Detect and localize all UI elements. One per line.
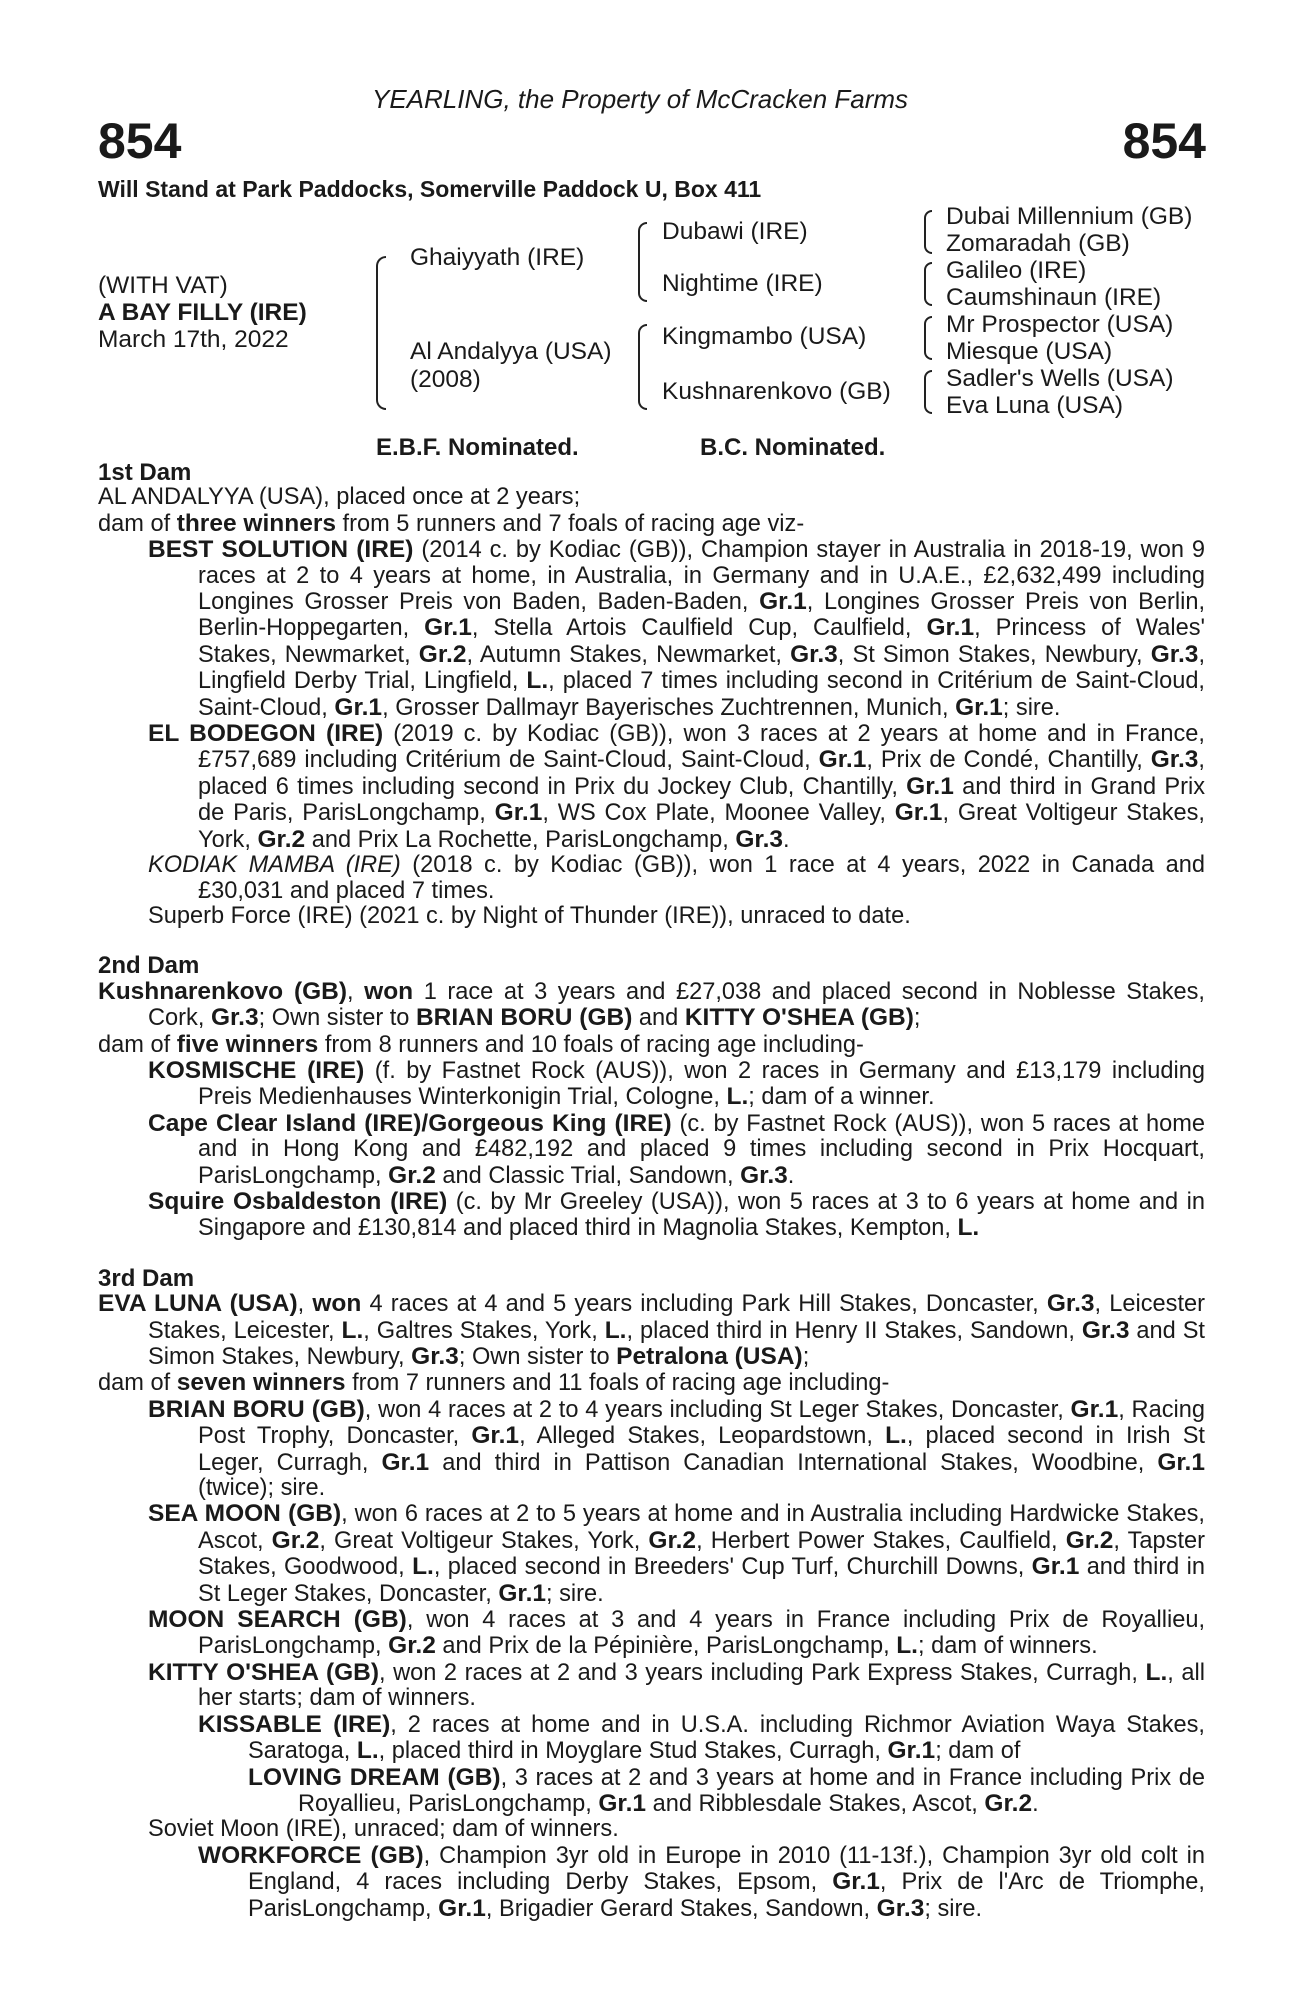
text-run: , placed second in Breeders' Cup Turf, Churchill Downs,: [433, 1554, 1032, 1581]
brace-g3-2: [924, 262, 932, 306]
text-run: Gr.1: [424, 614, 472, 642]
brace-sire: [638, 222, 647, 302]
g3-galileo: Galileo (IRE): [946, 257, 1087, 284]
text-run: Gr.1: [818, 746, 867, 774]
text-run: ; dam of a winner.: [748, 1084, 935, 1111]
progeny-entry: [98, 1397, 1205, 1502]
page-header-title: YEARLING, the Property of McCracken Farms: [372, 84, 909, 114]
text-run: , Princess of Wales' Stakes, Newmarket,: [198, 615, 1206, 668]
g3-eva-luna: Eva Luna (USA): [946, 392, 1124, 419]
text-run: Gr.1: [1031, 1553, 1080, 1581]
text-run: , Lingfield Derby Trial, Lingfield,: [198, 641, 1205, 695]
text-run: won: [364, 977, 414, 1005]
progeny-entry: Soviet Moon (IRE), unraced; dam of winners.: [148, 1816, 619, 1843]
text-run: (twice); sire.: [198, 1475, 326, 1502]
text-run: Gr.2: [648, 1526, 697, 1554]
first-dam-produce-summary: dam of three winners from 5 runners and 7 foals of racing age viz-: [98, 509, 805, 537]
text-run: Gr.2: [271, 1526, 320, 1554]
text-run: L.: [896, 1632, 918, 1660]
progeny-entry: [98, 1765, 1205, 1818]
g3-dubai-millennium: Dubai Millennium (GB): [946, 203, 1193, 230]
text-run: Gr.2: [257, 825, 306, 853]
progeny-entry: [98, 1843, 1205, 1922]
text-run: 1 race at 3 years and £27,038 and placed second in Noblesse Stakes, Cork,: [148, 978, 1205, 1032]
progeny-entry: KODIAK MAMBA (IRE) (2018 c. by Kodiac (GB)), won 1 race at 4 years, 2022 in Canada and £30,031 and placed 7 times.: [148, 852, 1205, 904]
text-run: Cape Clear Island (IRE)/Gorgeous King (IRE): [148, 1109, 672, 1137]
text-run: Gr.1: [494, 799, 543, 827]
text-run: , won 6 races at 2 to 5 years at home and in Australia including Hardwicke Stakes, Ascot,: [198, 1501, 1205, 1554]
progeny-entry: [98, 1058, 1205, 1111]
text-run: MOON SEARCH (GB): [148, 1606, 407, 1634]
text-run: (f. by Fastnet Rock (AUS)), won 2 races in Germany and £13,179 including Preis Medienhauses Winterkonigin Trial, Cologne,: [198, 1057, 1206, 1111]
text-run: BRIAN BORU (GB): [415, 1004, 633, 1032]
progeny-entry: [98, 721, 1205, 853]
text-run: Gr.3: [735, 825, 784, 853]
text-run: Gr.2: [1065, 1526, 1114, 1554]
text-run: L.: [412, 1553, 434, 1581]
text-run: , won 4 races at 2 to 4 years including St Leger Stakes, Doncaster,: [364, 1396, 1071, 1423]
text-run: Gr.1: [759, 588, 807, 616]
text-run: Gr.1: [334, 693, 383, 721]
text-run: seven winners: [176, 1369, 346, 1397]
text-run: Gr.3: [1150, 746, 1199, 774]
text-run: , Great Voltigeur Stakes, York,: [198, 800, 1205, 853]
text-run: L.: [604, 1316, 627, 1344]
text-run: Gr.3: [210, 1004, 259, 1032]
text-run: Gr.1: [1070, 1395, 1119, 1423]
text-run: Petralona (USA): [616, 1343, 803, 1370]
progeny-entry: [98, 1712, 1205, 1765]
text-run: , Grosser Dallmayr Bayerisches Zuchtrennen, Munich,: [382, 694, 956, 721]
text-run: (2019 c. by Kodiac (GB)), won 3 races at 2 years at home and in France, £757,689 including Critérium de Saint-Cloud, Saint-Cloud,: [198, 721, 1205, 774]
text-run: 4 races at 4 and 5 years including Park Hill Stakes, Doncaster,: [361, 1291, 1047, 1318]
brace-dam: [638, 324, 647, 410]
text-run: Squire Osbaldeston (IRE): [148, 1187, 448, 1215]
text-run: .: [783, 826, 790, 853]
text-run: Gr.1: [894, 799, 943, 827]
third-dam-heading: 3rd Dam: [98, 1264, 195, 1292]
text-run: (2014 c. by Kodiac (GB)), Champion stayer in Australia in 2018-19, won 9 races at 2 to 4 years at home, in Australia, in Germany and in U.A.E., £2,632,499 including Longines Grosser Preis von Baden, Baden-Baden,: [198, 537, 1205, 616]
text-run: , Champion 3yr old in Europe in 2010 (11-13f.), Champion 3yr old colt in England, 4 races including Derby Stakes, Epsom,: [248, 1842, 1205, 1896]
text-run: and Prix La Rochette, ParisLongchamp,: [305, 826, 736, 853]
lot-number-right: 854: [1122, 113, 1206, 169]
horse-name: A BAY FILLY (IRE): [98, 299, 307, 326]
text-run: Kushnarenkovo (GB): [98, 977, 348, 1005]
text-run: EL BODEGON (IRE): [148, 720, 384, 748]
text-run: KISSABLE (IRE): [198, 1710, 391, 1738]
progeny-entry: [98, 1189, 1205, 1242]
progeny-entry: [98, 1501, 1205, 1607]
progeny-entry: Superb Force (IRE) (2021 c. by Night of Thunder (IRE)), unraced to date.: [148, 902, 911, 929]
text-run: Gr.2: [388, 1632, 436, 1660]
text-run: , WS Cox Plate, Moonee Valley,: [542, 800, 895, 827]
text-run: Gr.2: [984, 1789, 1033, 1817]
progeny-entry: [98, 1607, 1205, 1660]
first-dam-line: AL ANDALYYA (USA), placed once at 2 years;: [98, 484, 581, 511]
text-run: won: [312, 1290, 362, 1318]
text-run: EVA LUNA (USA): [98, 1290, 298, 1318]
text-run: and St Simon Stakes, Newbury,: [148, 1317, 1205, 1370]
text-run: Gr.1: [438, 1894, 486, 1922]
second-dam-produce-summary: [98, 1032, 1205, 1058]
text-run: L.: [341, 1316, 364, 1344]
text-run: and: [632, 1005, 685, 1032]
text-run: , Brigadier Gerard Stakes, Sandown,: [485, 1895, 877, 1922]
text-run: KITTY O'SHEA (GB): [148, 1658, 380, 1686]
text-run: , Autumn Stakes, Newmarket,: [466, 641, 791, 668]
text-run: dam of: [98, 1370, 177, 1397]
text-run: , 2 races at home and in U.S.A. including Richmor Aviation Waya Stakes, Saratoga,: [248, 1711, 1205, 1765]
text-run: , won 4 races at 3 and 4 years in France including Prix de Royallieu, ParisLongchamp,: [198, 1607, 1206, 1660]
text-run: Gr.3: [876, 1894, 925, 1922]
text-run: , Tapster Stakes, Goodwood,: [198, 1527, 1206, 1581]
text-run: Gr.1: [887, 1737, 936, 1765]
g3-mr-prospector: Mr Prospector (USA): [946, 311, 1174, 338]
catalogue-body: [98, 460, 1205, 1922]
third-dam-produce-summary: [98, 1370, 1205, 1396]
text-run: , St Simon Stakes, Newbury,: [837, 641, 1151, 668]
text-run: ; Own sister to: [258, 1005, 416, 1032]
text-run: L.: [885, 1422, 907, 1450]
text-run: ; sire.: [1002, 694, 1061, 721]
text-run: Gr.1: [498, 1579, 547, 1607]
text-run: Gr.1: [471, 1422, 520, 1450]
text-run: L.: [957, 1214, 980, 1242]
sire-dam: Nightime (IRE): [662, 270, 823, 297]
text-run: , Prix de Condé, Chantilly,: [866, 747, 1151, 774]
third-dam-line: [98, 1291, 1205, 1370]
text-run: L.: [356, 1737, 379, 1765]
text-run: , 3 races at 2 and 3 years at home and in France including Prix de Royallieu, ParisLongchamp,: [298, 1764, 1205, 1817]
horse-dob: March 17th, 2022: [98, 326, 289, 353]
g3-zomaradah: Zomaradah (GB): [946, 230, 1130, 257]
sire: Ghaiyyath (IRE): [410, 244, 585, 271]
text-run: Gr.1: [1157, 1448, 1205, 1476]
text-run: , Leicester Stakes, Leicester,: [148, 1291, 1205, 1344]
g3-miesque: Miesque (USA): [946, 338, 1113, 365]
second-dam-line: [98, 979, 1205, 1032]
text-run: , placed 7 times including second in Critérium de Saint-Cloud, Saint-Cloud,: [198, 668, 1205, 721]
text-run: , Stella Artois Caulfield Cup, Caulfield,: [471, 615, 927, 642]
text-run: .: [1032, 1790, 1039, 1817]
text-run: Gr.1: [926, 614, 975, 642]
dam-sire: Kingmambo (USA): [662, 323, 867, 350]
brace-main: [376, 256, 386, 410]
text-run: BEST SOLUTION (IRE): [148, 536, 414, 564]
text-run: , placed third in Henry II Stakes, Sandown,: [626, 1317, 1082, 1344]
text-run: ;: [802, 1344, 810, 1370]
text-run: .: [787, 1162, 795, 1189]
text-run: Gr.1: [381, 1448, 430, 1476]
brace-g3-4: [924, 370, 932, 414]
text-run: Gr.1: [955, 693, 1003, 721]
text-run: L.: [726, 1083, 749, 1111]
text-run: (c. by Fastnet Rock (AUS)), won 5 races at home and in Hong Kong and £482,192 and placed 9 times including second in Prix Hocquart, ParisLongchamp,: [198, 1110, 1205, 1189]
text-run: Gr.2: [388, 1161, 436, 1189]
text-run: five winners: [176, 1030, 319, 1058]
text-run: ; Own sister to: [458, 1344, 617, 1370]
dam-year: (2008): [410, 366, 481, 393]
text-run: , placed third in Moyglare Stud Stakes, Curragh,: [378, 1738, 888, 1765]
text-run: and third in St Leger Stakes, Doncaster,: [198, 1554, 1206, 1607]
text-run: , Longines Grosser Preis von Berlin, Berlin-Hoppegarten,: [198, 589, 1205, 642]
g3-caumshinaun: Caumshinaun (IRE): [946, 284, 1162, 311]
text-run: Gr.2: [418, 640, 467, 668]
text-run: from 8 runners and 10 foals of racing age including-: [318, 1031, 864, 1058]
text-run: , all her starts; dam of winners.: [198, 1659, 1205, 1712]
text-run: ,: [297, 1291, 313, 1318]
g3-sadlers-wells: Sadler's Wells (USA): [946, 365, 1174, 392]
text-run: , Prix de l'Arc de Triomphe, ParisLongchamp,: [248, 1869, 1205, 1922]
text-run: , Great Voltigeur Stakes, York,: [319, 1527, 649, 1554]
text-run: BRIAN BORU (GB): [148, 1395, 365, 1423]
text-run: , placed second in Irish St Leger, Curragh,: [198, 1423, 1205, 1476]
lot-number-left: 854: [98, 113, 182, 169]
text-run: L.: [526, 667, 549, 695]
text-run: dam of: [98, 1031, 177, 1058]
text-run: ; sire.: [924, 1895, 983, 1922]
text-run: ; sire.: [546, 1580, 604, 1607]
text-run: , Alleged Stakes, Leopardstown,: [519, 1423, 886, 1450]
text-run: and Prix de la Pépinière, ParisLongchamp,: [435, 1633, 897, 1660]
text-run: , Herbert Power Stakes, Caulfield,: [696, 1527, 1066, 1554]
text-run: , won 2 races at 2 and 3 years including Park Express Stakes, Curragh,: [379, 1659, 1146, 1686]
text-run: ; dam of: [935, 1738, 1021, 1765]
dam: Al Andalyya (USA): [410, 338, 612, 365]
stand-location: Will Stand at Park Paddocks, Somerville Paddock U, Box 411: [98, 176, 762, 202]
text-run: and Classic Trial, Sandown,: [435, 1162, 741, 1189]
text-run: Gr.3: [1081, 1316, 1130, 1344]
text-run: KOSMISCHE (IRE): [148, 1056, 365, 1084]
progeny-entry: [98, 537, 1205, 721]
text-run: Gr.3: [1150, 640, 1199, 668]
first-dam-heading: 1st Dam: [98, 459, 192, 486]
text-run: and Ribblesdale Stakes, Ascot,: [646, 1790, 985, 1817]
text-run: Gr.3: [411, 1343, 459, 1370]
text-run: LOVING DREAM (GB): [248, 1763, 501, 1791]
text-run: and third in Grand Prix de Paris, ParisLongchamp,: [198, 773, 1205, 827]
bc-nominated: B.C. Nominated.: [700, 434, 886, 461]
brace-g3-1: [924, 210, 932, 254]
text-run: from 7 runners and 11 foals of racing age including-: [345, 1370, 890, 1397]
ebf-nominated: E.B.F. Nominated.: [376, 434, 579, 461]
text-run: L.: [1145, 1658, 1168, 1686]
text-run: ; dam of winners.: [917, 1633, 1098, 1660]
text-run: Gr.3: [740, 1161, 788, 1189]
text-run: ,: [347, 978, 365, 1005]
text-run: , placed 6 times including second in Prix du Jockey Club, Chantilly,: [198, 747, 1205, 800]
text-run: , Galtres Stakes, York,: [363, 1317, 605, 1344]
text-run: Gr.1: [832, 1868, 880, 1896]
vat-note: (WITH VAT): [98, 272, 228, 299]
text-run: WORKFORCE (GB): [198, 1841, 424, 1869]
progeny-entry: [98, 1111, 1205, 1189]
progeny-entry: [98, 1660, 1205, 1712]
text-run: ;: [913, 1005, 921, 1032]
text-run: Gr.1: [906, 772, 954, 800]
brace-g3-3: [924, 316, 932, 360]
text-run: and third in Pattison Canadian International Stakes, Woodbine,: [429, 1449, 1158, 1476]
text-run: Gr.1: [598, 1789, 647, 1817]
second-dam-heading: 2nd Dam: [98, 952, 200, 980]
text-run: KITTY O'SHEA (GB): [684, 1004, 914, 1032]
text-run: (c. by Mr Greeley (USA)), won 5 races at 3 to 6 years at home and in Singapore and £130,814 and placed third in Magnolia Stakes, Kempton,: [198, 1188, 1206, 1242]
text-run: Gr.3: [1046, 1290, 1095, 1318]
text-run: Gr.3: [790, 640, 838, 668]
text-run: SEA MOON (GB): [148, 1500, 342, 1528]
sire-sire: Dubawi (IRE): [662, 218, 808, 245]
dam-dam: Kushnarenkovo (GB): [662, 378, 891, 405]
text-run: , Racing Post Trophy, Doncaster,: [198, 1396, 1205, 1450]
